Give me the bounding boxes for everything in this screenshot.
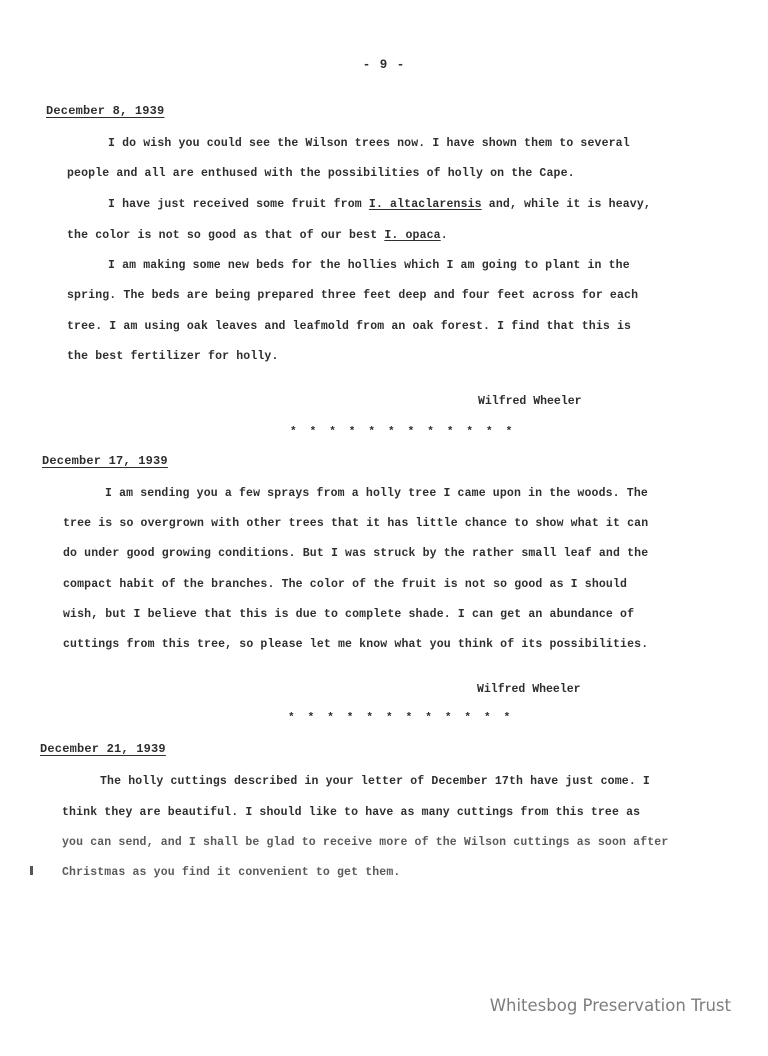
- entry-date: December 21, 1939: [40, 742, 166, 756]
- paragraph-line: tree. I am using oak leaves and leafmold from an oak forest. I find that this is: [67, 320, 632, 333]
- section-separator: * * * * * * * * * * * *: [288, 712, 514, 724]
- paragraph-line: do under good growing conditions. But I was struck by the rather small leaf and the: [63, 547, 649, 560]
- entry-date: December 8, 1939: [46, 104, 165, 118]
- paragraph-line: The holly cuttings described in your letter of December 17th have just come. I: [100, 775, 650, 788]
- signature: Wilfred Wheeler: [478, 395, 582, 408]
- text-run: and, while it is heavy,: [481, 198, 651, 211]
- text-run: .: [440, 229, 448, 242]
- text-run: the color is not so good as that of our best: [67, 229, 385, 242]
- signature: Wilfred Wheeler: [477, 683, 581, 696]
- paragraph-line: I do wish you could see the Wilson trees now. I have shown them to several: [108, 137, 630, 150]
- species-name: I. opaca: [384, 229, 441, 242]
- paragraph-line: compact habit of the branches. The color of the fruit is not so good as I should: [63, 578, 628, 591]
- paragraph-line: [67, 229, 448, 242]
- species-name: I. altaclarensis: [368, 198, 482, 211]
- paragraph-line: people and all are enthused with the possibilities of holly on the Cape.: [67, 167, 575, 180]
- text-run: I have just received some fruit from: [108, 198, 369, 211]
- paragraph-line: I am sending you a few sprays from a holly tree I came upon in the woods. The: [105, 487, 648, 500]
- paragraph-line: Christmas as you find it convenient to get them.: [62, 866, 401, 879]
- page-number: - 9 -: [362, 58, 406, 72]
- paragraph-line: [108, 198, 651, 211]
- paragraph-line: wish, but I believe that this is due to complete shade. I can get an abundance of: [63, 608, 635, 621]
- paragraph-line: I am making some new beds for the hollies which I am going to plant in the: [108, 259, 630, 272]
- paragraph-line: think they are beautiful. I should like to have as many cuttings from this tree as: [62, 806, 641, 819]
- paragraph-line: spring. The beds are being prepared three feet deep and four feet across for each: [67, 289, 639, 302]
- watermark: Whitesbog Preservation Trust: [489, 996, 731, 1015]
- entry-date: December 17, 1939: [42, 454, 168, 468]
- margin-mark: [30, 866, 33, 875]
- paragraph-line: the best fertilizer for holly.: [67, 350, 279, 363]
- paragraph-line: cuttings from this tree, so please let me know what you think of its possibilities.: [63, 638, 649, 651]
- paragraph-line: you can send, and I shall be glad to receive more of the Wilson cuttings as soon after: [62, 836, 669, 849]
- section-separator: * * * * * * * * * * * *: [290, 426, 516, 438]
- paragraph-line: tree is so overgrown with other trees that it has little chance to show what it can: [63, 517, 649, 530]
